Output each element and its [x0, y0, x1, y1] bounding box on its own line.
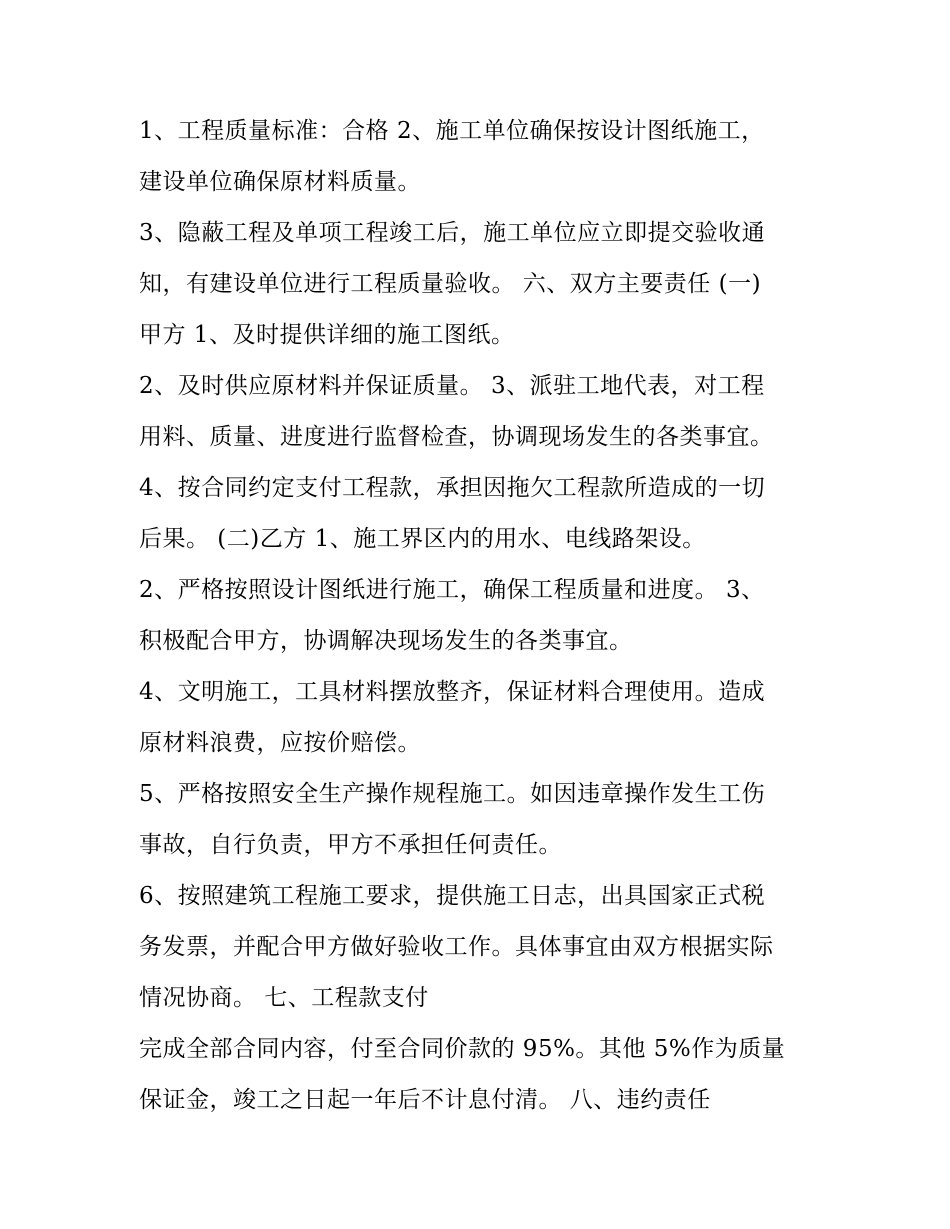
text-line: 事故，自行负责，甲方不承担任何责任。	[139, 832, 562, 858]
text-line: 3、隐蔽工程及单项工程竣工后，施工单位应立即提交验收通	[139, 220, 766, 246]
text-line: 4、文明施工，工具材料摆放整齐，保证材料合理使用。造成	[139, 679, 766, 705]
text-line: 后果。 (二)乙方 1、施工界区内的用水、电线路架设。	[139, 526, 706, 552]
text-line: 保证金，竣工之日起一年后不计息付清。 八、违约责任	[139, 1087, 711, 1113]
text-line: 1、工程质量标准：合格 2、施工单位确保按设计图纸施工，	[139, 118, 765, 144]
text-line: 5、严格按照安全生产操作规程施工。如因违章操作发生工伤	[139, 781, 766, 807]
text-line: 2、及时供应原材料并保证质量。 3、派驻工地代表，对工程	[139, 373, 765, 399]
text-line: 积极配合甲方，协调解决现场发生的各类事宜。	[139, 628, 633, 654]
text-line: 用料、质量、进度进行监督检查，协调现场发生的各类事宜。	[139, 424, 774, 450]
text-line: 完成全部合同内容，付至合同价款的 95%。其他 5%作为质量	[139, 1036, 786, 1062]
text-line: 甲方 1、及时提供详细的施工图纸。	[139, 322, 515, 348]
text-line: 建设单位确保原材料质量。	[139, 169, 421, 195]
text-line: 务发票，并配合甲方做好验收工作。具体事宜由双方根据实际	[139, 934, 774, 960]
text-line: 情况协商。 七、工程款支付	[139, 985, 429, 1011]
text-line: 原材料浪费，应按价赔偿。	[139, 730, 421, 756]
text-line: 4、按合同约定支付工程款，承担因拖欠工程款所造成的一切	[139, 475, 766, 501]
document-body	[139, 110, 839, 1130]
text-line: 知，有建设单位进行工程质量验收。 六、双方主要责任 (一)	[139, 271, 762, 297]
text-line: 2、严格按照设计图纸进行施工，确保工程质量和进度。 3、	[139, 577, 765, 603]
text-line: 6、按照建筑工程施工要求，提供施工日志，出具国家正式税	[139, 883, 766, 909]
